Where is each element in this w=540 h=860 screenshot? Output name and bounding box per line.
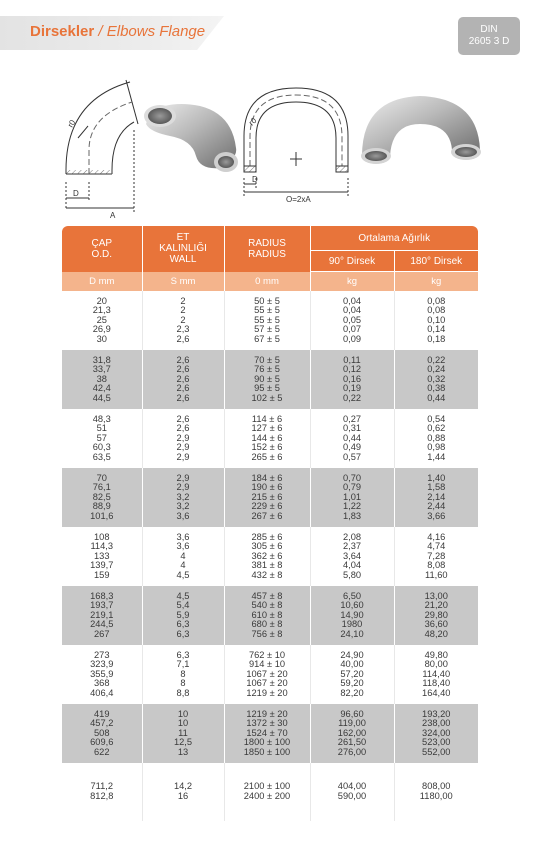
table-cell-od: 168,3 193,7 219,1 244,5 267 xyxy=(62,586,142,645)
table-cell-od: 31,8 33,7 38 42,4 44,5 xyxy=(62,350,142,409)
table-cell-radius: 50 ± 5 55 ± 5 55 ± 5 57 ± 5 67 ± 5 xyxy=(224,291,310,350)
badge-line-1: DIN xyxy=(480,24,498,35)
unit-radius: 0 mm xyxy=(224,272,310,292)
table-cell-radius: 184 ± 6 190 ± 6 215 ± 6 229 ± 6 267 ± 6 xyxy=(224,468,310,527)
header-radius-text-1: RADIUS xyxy=(248,237,286,249)
table-cell-w180: 193,20 238,00 324,00 523,00 552,00 xyxy=(394,704,478,763)
label-a: A xyxy=(110,211,116,220)
table-row-group xyxy=(62,763,478,821)
elbow-180-drawing xyxy=(244,88,348,198)
title-turkish: Dirsekler xyxy=(30,23,95,40)
table-cell-wall: 4,5 5,4 5,9 6,3 6,3 xyxy=(142,586,224,645)
header-radius-text-2: RADIUS xyxy=(248,248,286,260)
table-row-group xyxy=(62,645,478,704)
table-cell-wall: 2,6 2,6 2,9 2,9 2,9 xyxy=(142,409,224,468)
header-et-text: ET xyxy=(176,232,190,244)
table-row-group xyxy=(62,704,478,763)
table-cell-od: 70 76,1 82,5 88,9 101,6 xyxy=(62,468,142,527)
table-cell-radius: 70 ± 5 76 ± 5 90 ± 5 95 ± 5 102 ± 5 xyxy=(224,350,310,409)
table-cell-wall: 2,6 2,6 2,6 2,6 2,6 xyxy=(142,350,224,409)
table-row-group xyxy=(62,409,478,468)
header-od-text: O.D. xyxy=(91,248,113,260)
table-cell-radius: 114 ± 6 127 ± 6 144 ± 6 152 ± 6 265 ± 6 xyxy=(224,409,310,468)
table-row-group xyxy=(62,586,478,645)
table-cell-w180: 808,00 1180,00 xyxy=(394,763,478,821)
table-cell-wall: 14,2 16 xyxy=(142,763,224,821)
elbow-spec-table-wrapper xyxy=(62,226,478,821)
table-cell-od: 108 114,3 133 139,7 159 xyxy=(62,527,142,586)
header-average-weight: Ortalama Ağırlık xyxy=(310,226,478,251)
header-wall xyxy=(142,226,224,272)
table-cell-w180: 1,40 1,58 2,14 2,44 3,66 xyxy=(394,468,478,527)
table-cell-w180: 49,80 80,00 114,40 118,40 164,40 xyxy=(394,645,478,704)
elbow-90-photo xyxy=(144,104,238,172)
table-cell-w180: 13,00 21,20 29,80 36,60 48,20 xyxy=(394,586,478,645)
title-english: Elbows Flange xyxy=(106,23,206,40)
units-row xyxy=(62,272,478,292)
unit-90: kg xyxy=(310,272,394,292)
elbow-figures xyxy=(0,70,540,220)
table-cell-radius: 457 ± 8 540 ± 8 610 ± 8 680 ± 8 756 ± 8 xyxy=(224,586,310,645)
table-cell-w90: 0,70 0,79 1,01 1,22 1,83 xyxy=(310,468,394,527)
label-d-right: D xyxy=(252,175,258,184)
table-cell-w90: 0,27 0,31 0,44 0,49 0,57 xyxy=(310,409,394,468)
unit-180: kg xyxy=(394,272,478,292)
table-row-group xyxy=(62,468,478,527)
elbow-180-photo xyxy=(361,96,481,164)
table-cell-wall: 3,6 3,6 4 4 4,5 xyxy=(142,527,224,586)
table-row-group xyxy=(62,527,478,586)
table-cell-wall: 6,3 7,1 8 8 8,8 xyxy=(142,645,224,704)
unit-od: D mm xyxy=(62,272,142,292)
elbow-spec-table xyxy=(62,226,478,821)
header-90-elbow: 90° Dirsek xyxy=(310,251,394,272)
table-cell-radius: 762 ± 10 914 ± 10 1067 ± 20 1067 ± 20 1219 ± 20 xyxy=(224,645,310,704)
label-o: O=2xA xyxy=(286,195,311,204)
label-radius: r0 xyxy=(65,118,78,129)
page-title xyxy=(30,23,205,40)
header-kalinligi-text: KALINLIĞI xyxy=(159,243,207,255)
header-od xyxy=(62,226,142,272)
table-row-group xyxy=(62,291,478,350)
table-cell-od: 48,3 51 57 60,3 63,5 xyxy=(62,409,142,468)
table-cell-od: 419 457,2 508 609,6 622 xyxy=(62,704,142,763)
table-cell-wall: 2,9 2,9 3,2 3,2 3,6 xyxy=(142,468,224,527)
table-cell-w90: 404,00 590,00 xyxy=(310,763,394,821)
table-cell-w90: 24,90 40,00 57,20 59,20 82,20 xyxy=(310,645,394,704)
table-cell-w180: 4,16 4,74 7,28 8,08 11,60 xyxy=(394,527,478,586)
table-cell-w90: 2,08 2,37 3,64 4,04 5,80 xyxy=(310,527,394,586)
header-180-elbow: 180° Dirsek xyxy=(394,251,478,272)
title-separator: / xyxy=(94,23,107,40)
header-cap-text: ÇAP xyxy=(91,237,113,249)
table-row-group xyxy=(62,350,478,409)
table-cell-w90: 96,60 119,00 162,00 261,50 276,00 xyxy=(310,704,394,763)
table-cell-radius: 1219 ± 20 1372 ± 30 1524 ± 70 1800 ± 100 1850 ± 100 xyxy=(224,704,310,763)
header-wall-text: WALL xyxy=(169,254,197,266)
table-cell-w90: 6,50 10,60 14,90 1980 24,10 xyxy=(310,586,394,645)
table-cell-w90: 0,11 0,12 0,16 0,19 0,22 xyxy=(310,350,394,409)
table-cell-w180: 0,22 0,24 0,32 0,38 0,44 xyxy=(394,350,478,409)
label-d-left: D xyxy=(73,189,79,198)
table-cell-wall: 2 2 2 2,3 2,6 xyxy=(142,291,224,350)
label-radius-180: r0 xyxy=(247,116,259,128)
table-cell-od: 20 21,3 25 26,9 30 xyxy=(62,291,142,350)
table-cell-radius: 2100 ± 100 2400 ± 200 xyxy=(224,763,310,821)
table-cell-wall: 10 10 11 12,5 13 xyxy=(142,704,224,763)
table-cell-radius: 285 ± 6 305 ± 6 362 ± 6 381 ± 8 432 ± 8 xyxy=(224,527,310,586)
badge-line-2: 2605 3 D xyxy=(468,36,510,47)
table-cell-od: 273 323,9 355,9 368 406,4 xyxy=(62,645,142,704)
table-cell-w180: 0,08 0,08 0,10 0,14 0,18 xyxy=(394,291,478,350)
header-radius xyxy=(224,226,310,272)
table-cell-w180: 0,54 0,62 0,88 0,98 1,44 xyxy=(394,409,478,468)
table-cell-od: 711,2 812,8 xyxy=(62,763,142,821)
standard-badge xyxy=(458,17,520,55)
table-cell-w90: 0,04 0,04 0,05 0,07 0,09 xyxy=(310,291,394,350)
unit-wall: S mm xyxy=(142,272,224,292)
